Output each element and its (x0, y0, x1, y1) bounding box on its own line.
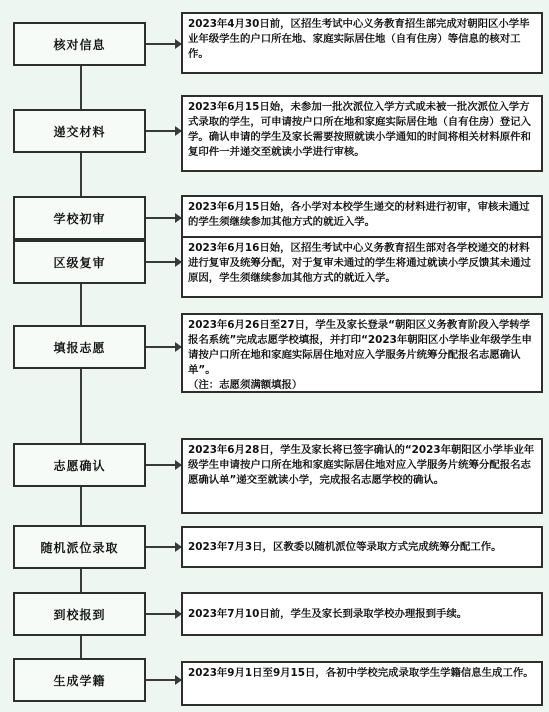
connector-arrow (146, 464, 181, 466)
connector-arrow (146, 613, 181, 615)
step-description-school-review (181, 195, 543, 241)
step-label: 递交材料 (53, 124, 106, 139)
step-label: 核对信息 (53, 37, 106, 52)
step-box-fill-preferences (13, 325, 146, 369)
step-text: 2023年6月15日始，未参加一批次派位入学方式或未被一批次派位入学方式录取的学生，可申请按户口所在地和家庭实际居住地（自有住房）登记入学。确认申请的学生及家长需要按照就读小学通知的时间将相关材料原件和复印件一并递交至就读小学进行审核。 (188, 101, 531, 158)
step-description-submit-materials (181, 95, 543, 172)
step-label: 随机派位录取 (40, 540, 119, 555)
connector-arrow (146, 546, 181, 548)
step-label: 填报志愿 (53, 340, 106, 355)
step-description-generate-records (181, 661, 543, 706)
connector-arrow (146, 679, 181, 681)
step-description-verify-info (181, 12, 543, 74)
step-label: 到校报到 (53, 607, 106, 622)
step-box-report-to-school (13, 592, 146, 636)
step-box-verify-info (13, 22, 146, 66)
step-box-district-review (13, 240, 146, 284)
step-description-random-lottery (181, 526, 543, 568)
step-box-generate-records (13, 658, 146, 702)
connector-arrow (146, 130, 181, 132)
step-box-confirm-preferences (13, 443, 146, 487)
step-text: 2023年6月16日始，区招生考试中心义务教育招生部对各学校递交的材料进行复审及统筹分配，对于复审未通过的学生将通过就读小学反馈其未通过原因，学生须继续参加其他方式的就近入学。 (188, 242, 531, 284)
step-text: 2023年6月28日，学生及家长将已签字确认的“2023年朝阳区小学毕业年级学生申请按户口所在地和家庭实际居住地对应入学服务片统筹分配报名志愿确认单”递交至就读小学，完成报名志愿学校的确认。 (188, 444, 535, 486)
step-description-report-to-school (181, 592, 543, 636)
step-text: 2023年6月26日至27日，学生及家长登录“朝阳区义务教育阶段入学转学报名系统”完成志愿学校填报，并打印“2023年朝阳区小学毕业年级学生申请按户口所在地和家庭实际居住地对应入学服务片统筹分配报名志愿确认单”。 (188, 319, 532, 376)
connector-arrow (146, 43, 181, 45)
connector-arrow (146, 346, 181, 348)
step-text: 2023年9月1日至9月15日，各初中学校完成录取学生学籍信息生成工作。 (188, 667, 534, 679)
step-box-school-review (13, 196, 146, 240)
step-description-district-review (181, 236, 543, 298)
step-text: 2023年6月15日始，各小学对本校学生递交的材料进行初审，审核未通过的学生须继续参加其他方式的就近入学。 (188, 201, 530, 228)
step-box-submit-materials (13, 109, 146, 153)
step-label: 生成学籍 (53, 673, 106, 688)
step-text: 2023年7月3日，区教委以随机派位等录取方式完成统筹分配工作。 (188, 540, 502, 553)
step-text: 2023年4月30日前，区招生考试中心义务教育招生部完成对朝阳区小学毕业年级学生的户口所在地、家庭实际居住地（自有住房）等信息的核对工作。 (188, 18, 530, 60)
step-label: 志愿确认 (53, 458, 106, 473)
step-label: 学校初审 (53, 211, 106, 226)
connector-arrow (146, 261, 181, 263)
connector-arrow (146, 217, 181, 219)
step-description-fill-preferences (181, 313, 543, 393)
step-label: 区级复审 (53, 255, 106, 270)
step-box-random-lottery (13, 525, 146, 569)
step-text: 2023年7月10日前，学生及家长到录取学校办理报到手续。 (188, 607, 468, 620)
step-description-confirm-preferences (181, 438, 543, 514)
step-note: （注：志愿须满额填报） (188, 379, 303, 391)
